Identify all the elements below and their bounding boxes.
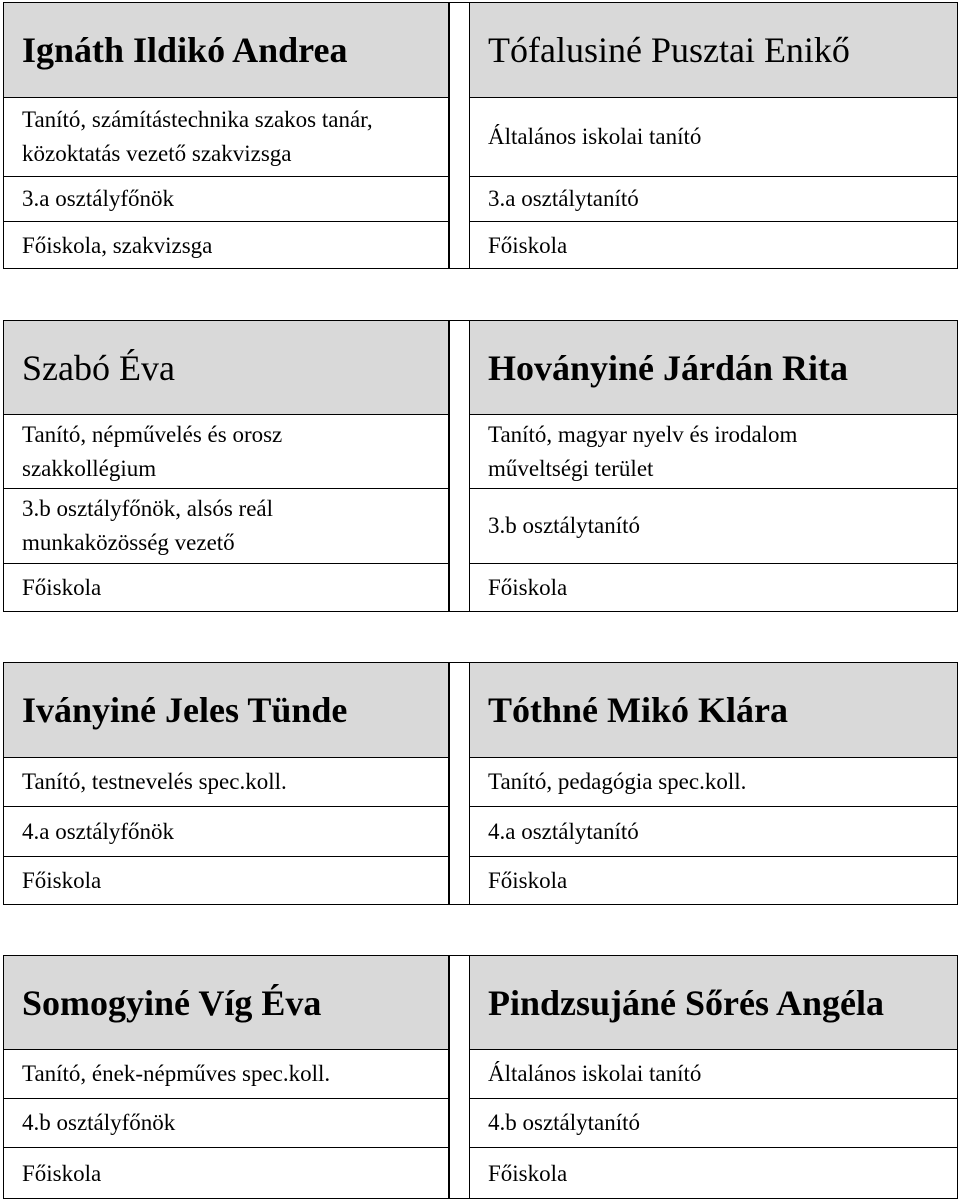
- teacher-card: [3, 955, 449, 1199]
- teacher-role: Tanító, magyar nyelv és irodalom: [488, 421, 798, 447]
- teacher-role: Tanító, pedagógia spec.koll.: [488, 769, 747, 794]
- teacher-education: Főiskola: [22, 868, 102, 893]
- teacher-role-cont: szakkollégium: [22, 455, 157, 481]
- teacher-card: [3, 2, 449, 269]
- teacher-class: 3.b osztályfőnök, alsós reál: [22, 496, 274, 521]
- teacher-education: Főiskola: [488, 1160, 568, 1186]
- column-gap: [449, 955, 470, 1199]
- teacher-card: [469, 2, 958, 269]
- teacher-education: Főiskola: [22, 575, 102, 600]
- teacher-name: Tóthné Mikó Klára: [470, 663, 957, 757]
- teacher-education: Főiskola, szakvizsga: [22, 232, 213, 258]
- teacher-class: 4.a osztályfőnök: [22, 818, 175, 844]
- teacher-class: 3.a osztályfőnök: [22, 186, 175, 211]
- teacher-role-cont: közoktatás vezető szakvizsga: [22, 141, 292, 166]
- teacher-education: Főiskola: [488, 232, 568, 258]
- column-gap: [449, 662, 470, 905]
- teacher-role: Tanító, ének-népműves spec.koll.: [22, 1061, 331, 1086]
- teacher-name: Somogyiné Víg Éva: [4, 956, 448, 1049]
- teacher-class: 3.a osztálytanító: [488, 186, 639, 211]
- teacher-card: [469, 955, 958, 1199]
- teacher-role: Tanító, testnevelés spec.koll.: [22, 769, 287, 794]
- teacher-card: [469, 320, 958, 612]
- teacher-name: Pindzsujáné Sőrés Angéla: [470, 956, 957, 1049]
- teacher-class: 4.b osztályfőnök: [22, 1110, 176, 1135]
- teacher-class: 3.b osztálytanító: [488, 513, 641, 538]
- column-gap: [449, 2, 470, 269]
- teacher-class: 4.a osztálytanító: [488, 818, 639, 844]
- teacher-name: Ignáth Ildikó Andrea: [4, 3, 448, 97]
- teacher-name: Iványiné Jeles Tünde: [4, 663, 448, 757]
- teacher-name: Szabó Éva: [4, 321, 448, 414]
- teacher-class-cont: munkaközösség vezető: [22, 530, 235, 555]
- teacher-education: Főiskola: [488, 575, 568, 600]
- teacher-education: Főiskola: [22, 1160, 102, 1186]
- teacher-class: 4.b osztálytanító: [488, 1110, 641, 1135]
- teacher-role: Általános iskolai tanító: [488, 124, 702, 149]
- teacher-role-cont: műveltségi terület: [488, 455, 654, 481]
- teacher-role: Tanító, népművelés és orosz: [22, 421, 283, 447]
- teacher-role: Tanító, számítástechnika szakos tanár,: [22, 107, 373, 132]
- teacher-card: [469, 662, 958, 905]
- teacher-name: Tófalusiné Pusztai Enikő: [470, 3, 957, 97]
- column-gap: [449, 320, 470, 612]
- teacher-name: Hoványiné Járdán Rita: [470, 321, 957, 414]
- teacher-role: Általános iskolai tanító: [488, 1061, 702, 1086]
- teacher-card: [3, 662, 449, 905]
- teacher-education: Főiskola: [488, 868, 568, 893]
- teacher-card: [3, 320, 449, 612]
